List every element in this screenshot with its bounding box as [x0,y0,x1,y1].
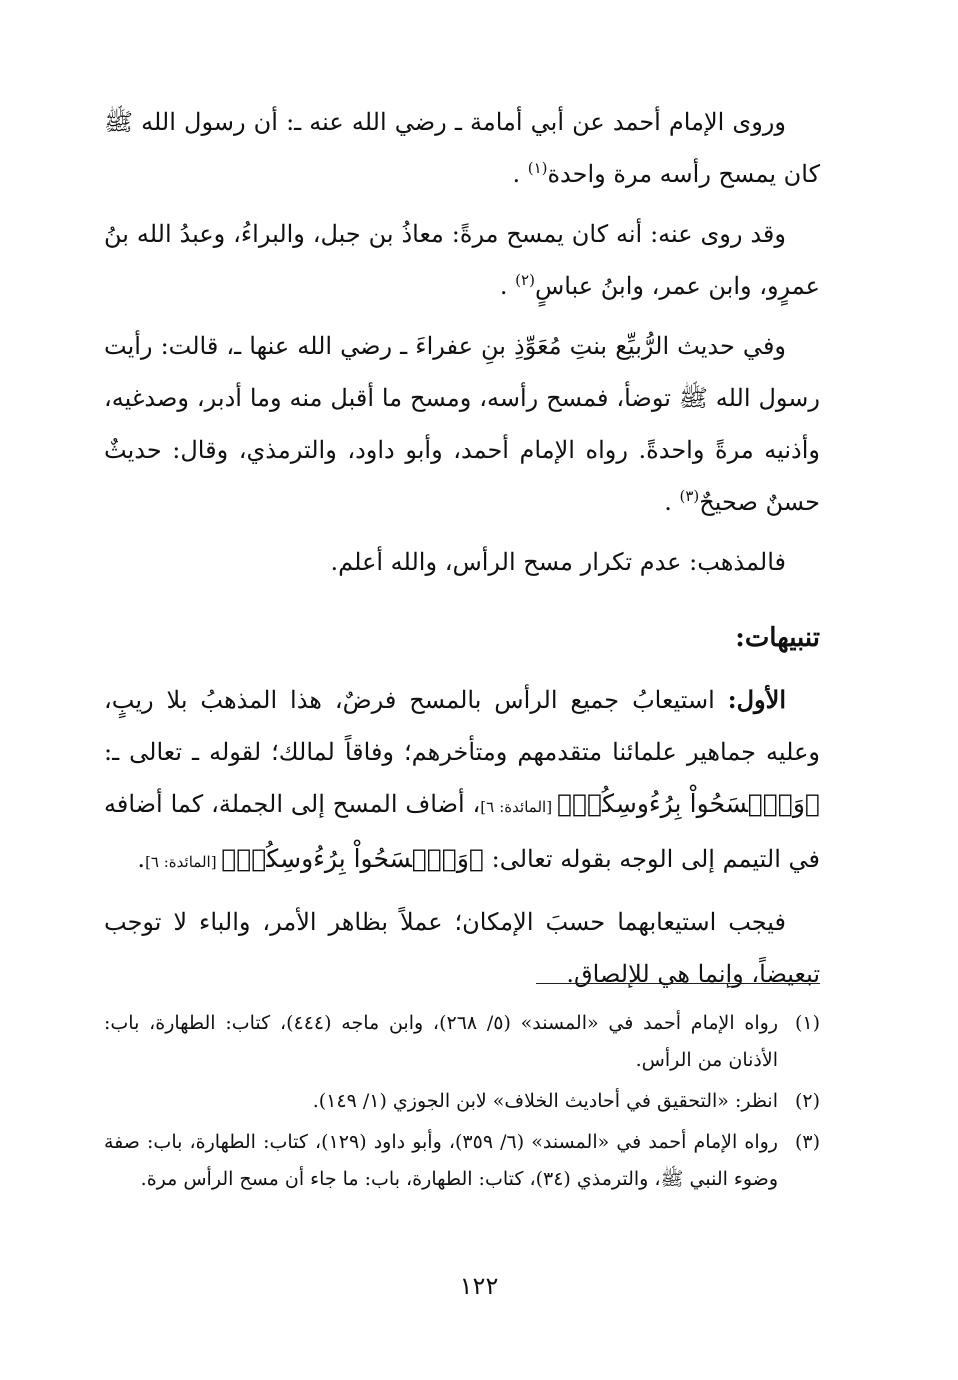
paragraph-5 [104,674,820,888]
paragraph-3-text: وفي حديث الرُّبيِّع بنتِ مُعَوِّذِ بنِ عفراءَ ـ رضي الله عنها ـ، قالت: رأيت رسول الله ﷺ توضأ، فمسح رأسه، ومسح ما أقبل منه وما أدبر، وصدغيه، وأذنيه مرةً واحدةً. رواه الإمام أحمد، وأبو داود، والترمذي، وقال: حديثٌ حسنٌ صحيحٌ [104,332,820,516]
footnote-ref-3[interactable]: (٣) [679,487,700,505]
paragraph-1-text: وروى الإمام أحمد عن أبي أمامة ـ رضي الله عنه ـ: أن رسول الله ﷺ كان يمسح رأسه مرة واحدة [104,108,820,188]
footnote-1 [104,1005,820,1079]
footnote-3-number: (٣) [794,1131,820,1153]
paragraph-3-end: . [664,488,680,516]
paragraph-4-text: فالمذهب: عدم تكرار مسح الرأس، والله أعلم. [330,548,786,576]
paragraph-2 [104,208,820,312]
paragraph-3 [104,320,820,528]
footnote-2-text: انظر: «التحقيق في أحاديث الخلاف» لابن الجوزي (١/ ١٤٩). [312,1090,778,1112]
quran-verse-2: ﴿وَٱمۡسَحُواْ بِرُءُوسِكُمۡ﴾ [221,844,484,873]
paragraph-1-end: . [512,160,528,188]
footnote-3 [104,1124,820,1198]
footnote-1-number: (١) [794,1012,820,1034]
section-heading: تنبيهات: [735,623,820,653]
main-text [104,96,820,1000]
footnotes [104,1005,820,1202]
paragraph-5-lead: الأول: [727,685,786,714]
paragraph-4 [104,536,820,588]
footnote-2 [104,1083,820,1120]
paragraph-6 [104,896,820,1000]
footnote-2-number: (٢) [794,1090,820,1112]
paragraph-5-text-b: ، أضاف المسح إلى الجملة، كما أضافه في التيمم إلى الوجه بقوله تعالى: [104,790,820,873]
paragraph-2-end: . [499,272,516,300]
footnote-1-text: رواه الإمام أحمد في «المسند» (٥/ ٢٦٨)، وابن ماجه (٤٤٤)، كتاب: الطهارة، باب: الأذنان من الرأس. [104,1012,778,1071]
paragraph-2-text: وقد روى عنه: أنه كان يمسح مرةً: معاذُ بن جبل، والبراءُ، وعبدُ الله بنُ عمرٍو، وابن عمر، وابنُ عباسٍ [104,220,820,300]
quran-verse-1: ﴿وَٱمۡسَحُواْ بِرُءُوسِكُمۡ﴾ [557,789,821,818]
paragraph-6-text: فيجب استيعابهما حسبَ الإمكان؛ عملاً بظاهر الأمر، والباء لا توجب تبعيضاً، وإنما هي للإلصاق. [104,908,820,988]
verse-reference-1: [المائدة: ٦] [480,798,558,816]
paragraph-1 [104,96,820,200]
footnote-ref-1[interactable]: (١) [527,159,548,177]
verse-reference-2: [المائدة: ٦] [145,853,222,871]
page-number: ١٢٢ [459,1272,499,1300]
footnote-3-text: رواه الإمام أحمد في «المسند» (٦/ ٣٥٩)، وأبو داود (١٢٩)، كتاب: الطهارة، باب: صفة وضوء النبي ﷺ، والترمذي (٣٤)، كتاب: الطهارة، باب: ما جاء أن مسح الرأس مرة. [104,1131,778,1190]
paragraph-5-end: . [137,845,146,873]
paragraph-5-text-a: استيعابُ جميع الرأس بالمسح فرضٌ، هذا المذهبُ بلا ريبٍ، وعليه جماهير علمائنا متقدمهم ومتأخرهم؛ وفاقاً لمالك؛ لقوله ـ تعالى ـ: [104,686,820,766]
footnote-separator [536,983,820,984]
footnote-ref-2[interactable]: (٢) [515,271,535,289]
